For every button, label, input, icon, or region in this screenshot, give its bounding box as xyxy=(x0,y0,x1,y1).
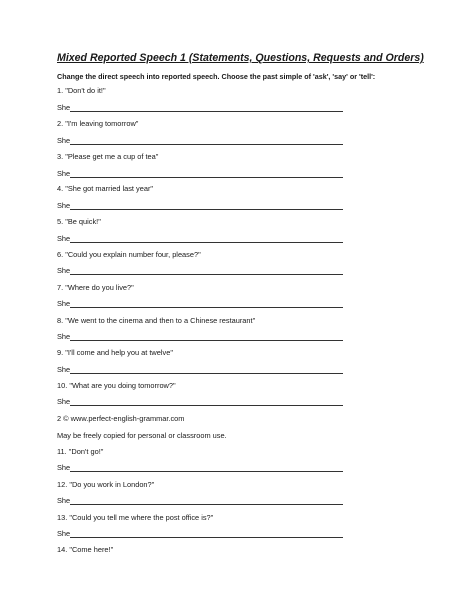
question-prompt: 9. "I'll come and help you at twelve" xyxy=(57,348,173,357)
answer-rule xyxy=(70,111,343,112)
answer-rule xyxy=(70,209,343,210)
answer-rule xyxy=(70,177,343,178)
answer-label: She xyxy=(57,169,71,178)
answer-line[interactable] xyxy=(57,365,343,375)
answer-rule xyxy=(70,373,343,374)
answer-rule xyxy=(70,242,343,243)
answer-label: She xyxy=(57,332,71,341)
question-prompt: 4. "She got married last year" xyxy=(57,184,154,193)
answer-label: She xyxy=(57,365,71,374)
answer-label: She xyxy=(57,136,71,145)
question-prompt: 8. "We went to the cinema and then to a Chinese restaurant" xyxy=(57,316,256,325)
answer-rule xyxy=(70,307,343,308)
answer-label: She xyxy=(57,463,71,472)
answer-label: She xyxy=(57,529,71,538)
copyright-text: 2 © www.perfect-english-grammar.com xyxy=(57,414,185,423)
answer-label: She xyxy=(57,201,71,210)
answer-rule xyxy=(70,471,343,472)
answer-label: She xyxy=(57,103,71,112)
worksheet-title: Mixed Reported Speech 1 (Statements, Questions, Requests and Orders) xyxy=(57,52,424,64)
question-prompt: 10. "What are you doing tomorrow?" xyxy=(57,381,176,390)
answer-line[interactable] xyxy=(57,496,343,506)
answer-line[interactable] xyxy=(57,103,343,113)
answer-line[interactable] xyxy=(57,201,343,211)
answer-rule xyxy=(70,274,343,275)
answer-rule xyxy=(70,340,343,341)
answer-line[interactable] xyxy=(57,169,343,179)
question-prompt: 14. "Come here!" xyxy=(57,545,114,554)
question-prompt: 12. "Do you work in London?" xyxy=(57,480,155,489)
answer-line[interactable] xyxy=(57,299,343,309)
answer-line[interactable] xyxy=(57,397,343,407)
answer-line[interactable] xyxy=(57,463,343,473)
question-prompt: 7. "Where do you live?" xyxy=(57,283,134,292)
answer-label: She xyxy=(57,299,71,308)
answer-rule xyxy=(70,144,343,145)
answer-label: She xyxy=(57,234,71,243)
answer-label: She xyxy=(57,496,71,505)
answer-line[interactable] xyxy=(57,529,343,539)
answer-rule xyxy=(70,504,343,505)
answer-line[interactable] xyxy=(57,136,343,146)
answer-line[interactable] xyxy=(57,234,343,244)
question-prompt: 3. "Please get me a cup of tea" xyxy=(57,152,159,161)
question-prompt: 5. "Be quick!" xyxy=(57,217,101,226)
answer-line[interactable] xyxy=(57,266,343,276)
permission-text: May be freely copied for personal or classroom use. xyxy=(57,431,227,440)
question-prompt: 13. "Could you tell me where the post office is?" xyxy=(57,513,214,522)
answer-label: She xyxy=(57,397,71,406)
instruction-text: Change the direct speech into reported speech. Choose the past simple of 'ask', 'say' or 'tell': xyxy=(57,72,376,81)
question-prompt: 6. "Could you explain number four, please?" xyxy=(57,250,201,259)
question-prompt: 11. "Don't go!" xyxy=(57,447,104,456)
answer-line[interactable] xyxy=(57,332,343,342)
answer-label: She xyxy=(57,266,71,275)
question-prompt: 1. "Don't do it!" xyxy=(57,86,106,95)
question-prompt: 2. "I'm leaving tomorrow" xyxy=(57,119,139,128)
answer-rule xyxy=(70,405,343,406)
answer-rule xyxy=(70,537,343,538)
